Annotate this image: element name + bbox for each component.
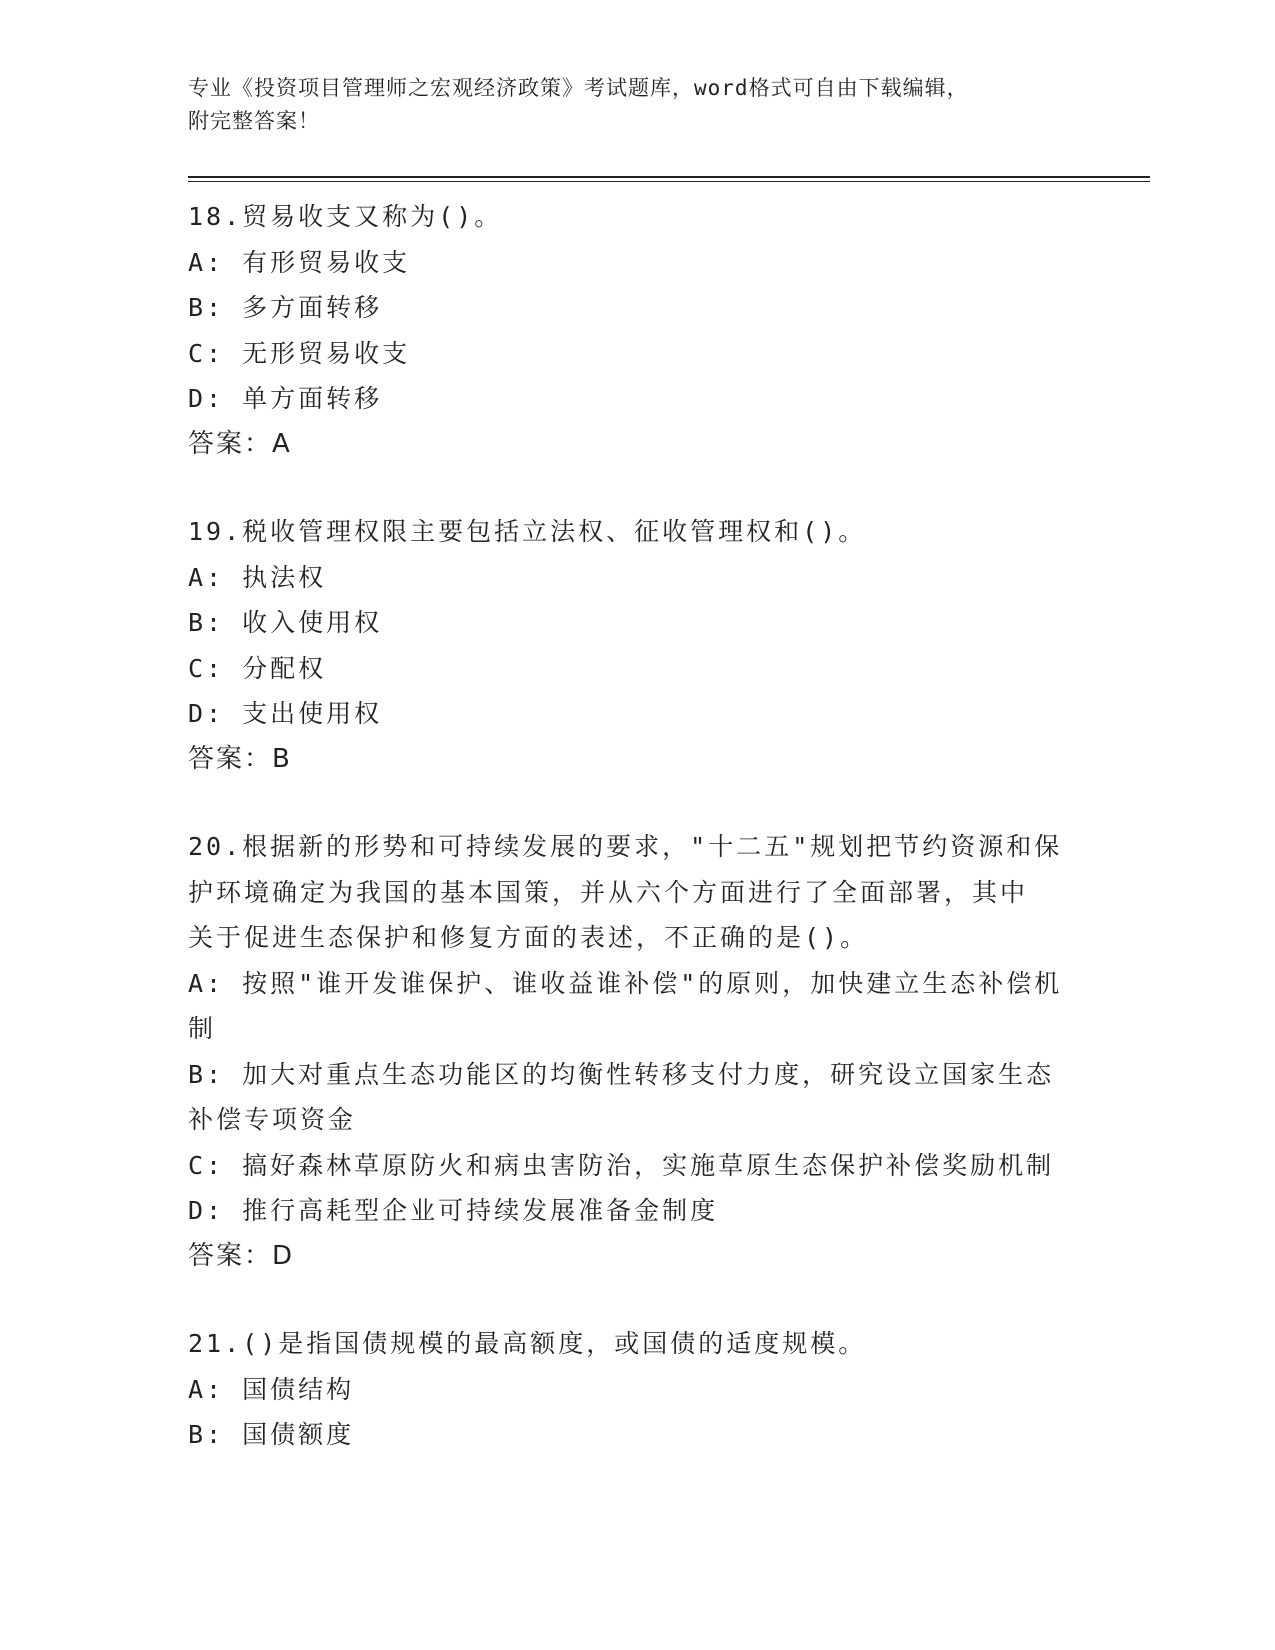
answer-option: A: 国债结构: [188, 1374, 355, 1404]
answer-key: 答案：A: [188, 428, 292, 459]
header-line-2: 附完整答案！: [188, 109, 320, 133]
answer-option: A: 执法权: [188, 562, 327, 592]
question-stem: 护环境确定为我国的基本国策，并从六个方面进行了全面部署，其中: [188, 877, 1029, 907]
answer-option: A: 按照"谁开发谁保护、谁收益谁补偿"的原则，加快建立生态补偿机: [188, 968, 1063, 998]
document-header: [188, 72, 1150, 138]
answer-option: D: 推行高耗型企业可持续发展准备金制度: [188, 1196, 719, 1225]
question-block: [188, 194, 1150, 467]
question-stem: 21.()是指国债规模的最高额度，或国债的适度规模。: [188, 1329, 867, 1358]
answer-key: 答案：B: [188, 743, 292, 774]
header-line-1: 专业《投资项目管理师之宏观经济政策》考试题库，word格式可自由下载编辑，: [188, 76, 969, 100]
answer-option: D: 支出使用权: [188, 699, 383, 728]
question-stem: 19.税收管理权限主要包括立法权、征收管理权和()。: [188, 517, 867, 546]
document-page: [188, 72, 1150, 1458]
answer-key: 答案：D: [188, 1240, 295, 1271]
answer-option: C: 分配权: [188, 653, 327, 683]
question-stem: 20.根据新的形势和可持续发展的要求，"十二五"规划把节约资源和保: [188, 832, 1063, 861]
answer-option: 制: [188, 1014, 217, 1043]
question-block: [188, 509, 1150, 782]
answer-option: C: 无形贸易收支: [188, 338, 411, 368]
answer-option: A: 有形贸易收支: [188, 247, 411, 277]
answer-option: B: 国债额度: [188, 1420, 355, 1449]
answer-option: B: 加大对重点生态功能区的均衡性转移支付力度，研究设立国家生态: [188, 1059, 1055, 1089]
answer-option: B: 多方面转移: [188, 293, 383, 322]
header-divider: [188, 176, 1150, 182]
question-stem: 18.贸易收支又称为()。: [188, 202, 503, 231]
answer-option: B: 收入使用权: [188, 608, 383, 637]
answer-option: C: 搞好森林草原防火和病虫害防治，实施草原生态保护补偿奖励机制: [188, 1150, 1055, 1180]
answer-option: D: 单方面转移: [188, 384, 383, 413]
question-list: [188, 194, 1150, 1458]
question-block: [188, 1321, 1150, 1458]
question-block: [188, 824, 1150, 1279]
answer-option: 补偿专项资金: [188, 1105, 357, 1134]
question-stem: 关于促进生态保护和修复方面的表述，不正确的是()。: [188, 923, 869, 952]
